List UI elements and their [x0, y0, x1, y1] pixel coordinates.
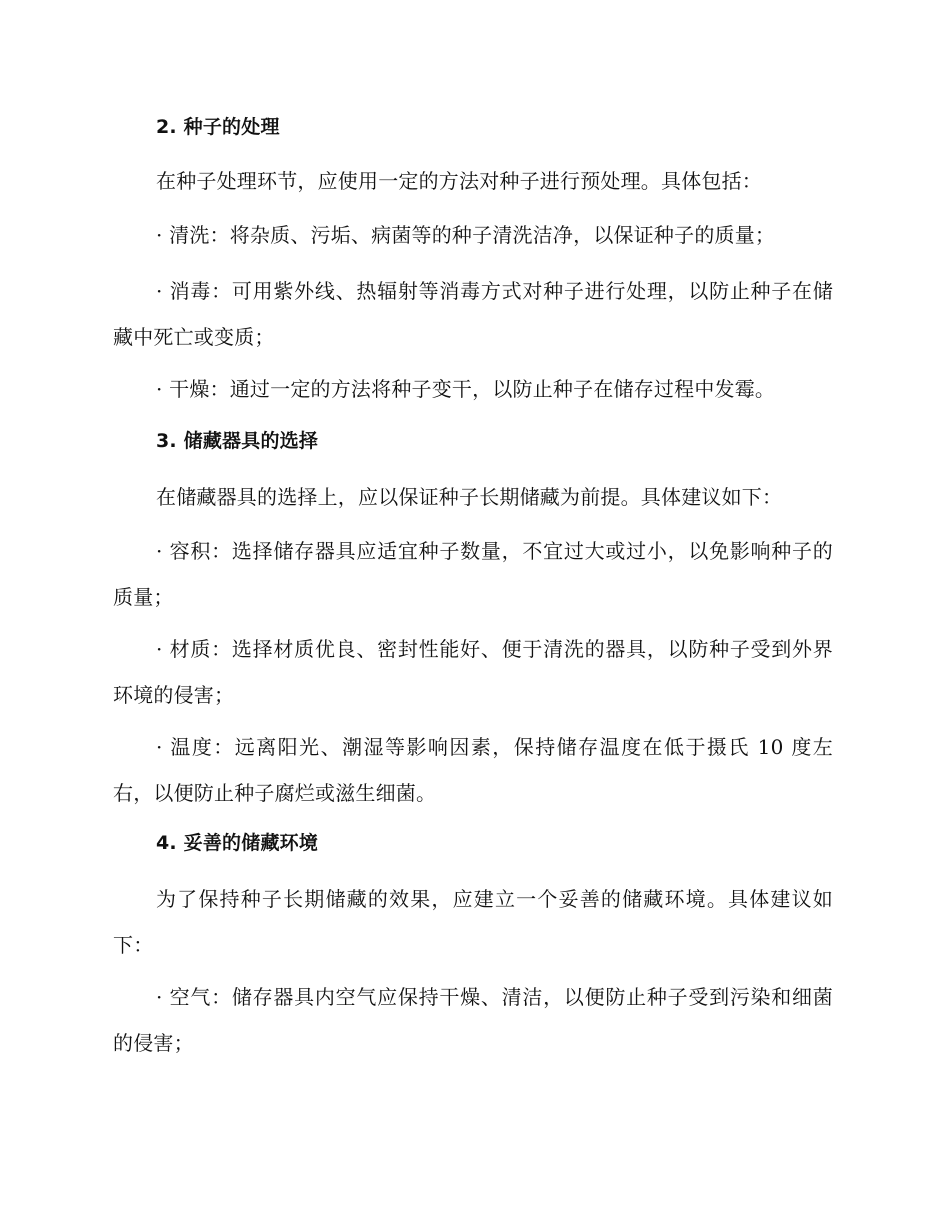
section-2-item-drying: · 干燥：通过一定的方法将种子变干，以防止种子在储存过程中发霉。	[156, 377, 776, 401]
section-2-item-cleaning: · 清洗：将杂质、污垢、病菌等的种子清洗洁净，以保证种子的质量；	[156, 223, 776, 247]
section-3-heading: 3. 储藏器具的选择	[156, 430, 319, 452]
section-3-item-temperature: · 温度：远离阳光、潮湿等影响因素，保持储存温度在低于摄氏 10 度左右，以便防止种子腐烂或滋生细菌。	[113, 735, 833, 805]
section-2-intro: 在种子处理环节，应使用一定的方法对种子进行预处理。具体包括：	[156, 169, 762, 193]
section-3-intro: 在储藏器具的选择上，应以保证种子长期储藏为前提。具体建议如下：	[156, 485, 783, 509]
section-4-item-air: · 空气：储存器具内空气应保持干燥、清洁，以便防止种子受到污染和细菌的侵害；	[113, 985, 833, 1055]
section-2-item-disinfection: · 消毒：可用紫外线、热辐射等消毒方式对种子进行处理，以防止种子在储藏中死亡或变质；	[113, 279, 833, 349]
section-4-heading: 4. 妥善的储藏环境	[156, 832, 319, 854]
section-4-intro: 为了保持种子长期储藏的效果，应建立一个妥善的储藏环境。具体建议如下：	[113, 887, 833, 957]
section-2-heading: 2. 种子的处理	[156, 116, 280, 138]
section-3-item-volume: · 容积：选择储存器具应适宜种子数量，不宜过大或过小，以免影响种子的质量；	[113, 539, 833, 609]
section-3-item-material: · 材质：选择材质优良、密封性能好、便于清洗的器具，以防种子受到外界环境的侵害；	[113, 637, 833, 707]
